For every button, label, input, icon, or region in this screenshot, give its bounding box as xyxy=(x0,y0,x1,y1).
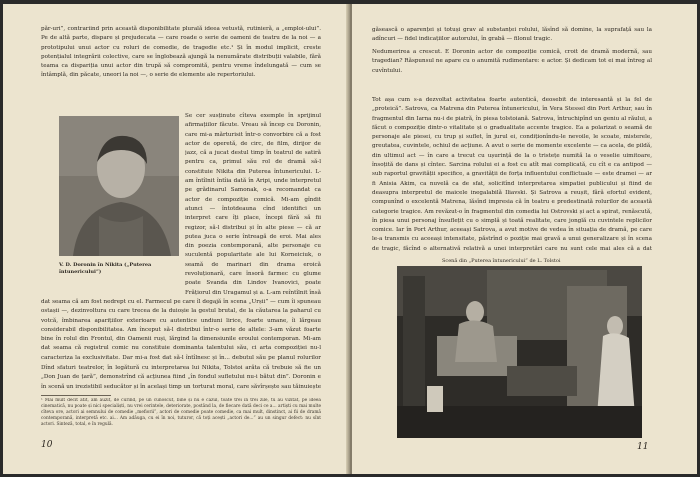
portrait-photo xyxy=(59,116,179,256)
right-paragraph-3: Tot așa cum s-a dezvoltat activitatea foarte autentică, deosebit de interesantă și la fel de „proteică”. Satrova, ca Matrena din Puterea întunericului, în Vera Stessel din Port Arthur, sau în fragmentul din Iarna nu-i de piatră, în piesa tolstoiană. Satrova, întruchipînd un geniu al răului, a făcut o compoziție dintr-o vitalitate și o gradualitate accente tragice. Ea a polarizat o seamă de personaje ale piesei, cu trup și suflet, în jurul ei, condiționîndu-le nevoile, le scoate, misterele, greutatea, cuvintele, ochiul de acțiune. A avut o serie de momente excelente — ca acela, de pildă, din ultimul act — în care a trecut cu ușurință de la o tristețe numită la o veselie uimitoare, însoțită de dans și cîntec. Sarcina rolului ei a fost cu atît mai complicată, cu cît e ca antipod — sub raportul gravității specifice, a gravității de forța influentului conflictuale — este dramei — ar fi Anisia Akim, ca nuvelă ca de sfat, solicitînd interpretarea simpatiei publicului și fiind de deasupra interpretul de maicele inegalabilă Iliavski. Și Satrova a reușit, fără efortul evident, compunînd o excelentă Matrena, lăsînd impresia că în teatru e predestinată rolurilor de această categorie tragice. Am revăzut-o în fragmentul din comedia lui Ostrovski și act a spirat, renăscută, în piesa unui personaj însuflețit cu o simplă și toată realitate, care jonglă cu cuvintele replicilor comice. Iar în Port Arthur, aceeași Satrova, a avut motive de vedea în situația de dramă, pe care le-a transmis cu aceeași intensitate, păstrînd o poziție mai gravă a unui generalizare și în scena de tragic, făcînd o alternativă relativă a unei interpretări care nu sunt cele mai ales că a dat xyxy=(372,97,652,252)
page-number-right: 11 xyxy=(637,442,649,452)
left-bottom-paragraph-2: Dînd sfaturi teatrelor, în legătură cu interpretarea lui Nikita, Tolstoi arăta că trebuie să fie un „Don Juan de țară”, demonstrînd că acțiunea fiind „în fondul sufletului nu-i bătut din”. Doronin e în scenă un irezistibil seducător și în același timp un torturat moral, care săvîrșește sau tăinuiește xyxy=(41,365,321,390)
right-page xyxy=(352,4,697,474)
right-paragraph-2: Nedumerirea a crescut. E Doronin actor de compoziție comică, croit de dramă modernă, sau tragedian? Răspunsul ne apare cu o anumită rudimentare: e actor. Și dedicam tot ei mai întreg al cuvîntului. xyxy=(372,49,652,74)
stage-scene xyxy=(397,266,642,438)
portrait-caption: V. D. Doronin în Nikita („Puterea întunericului”) xyxy=(59,262,152,275)
stage-photo-caption: Scenă din „Puterea întunericului” de L. Tolstoi xyxy=(442,258,561,264)
left-side-column: Se cer susținute cîteva exemple în sprijinul afirmațiilor făcute. Vreau să încep cu Doronin, care mi-a mărturisit într-o convorbire că a fost actor de operetă, de circ, de film, dirijor de jazz, că a jucat destul timp în teatrul de satiră pentru ca, primul său rol de dramă să-l constituie Nikita din Puterea întunericului. L-am întîlnit întîia dată în Aripi, unde interpretul pe grădinarul Samonak, o-a recomandat ca actor de compoziție comică. Mi-am gîndit atunci — întotdeauna cînd identifici un interpret care îți place, începi fără să fii regizor, să-l distribui și în alte piese — că ar putea juca o serie întreagă de eroi. Mai ales din poezia contemporană, alte personaje cu suculentă popularitate ale lui Korneiciuk, o seamă de marinari din drama eroică revoluționară, care însoră farmec cu glume poate Svanda din Lindov Ivanovici, poate Frățiorul din Uragamul și a. L-am reîntîlnit însă xyxy=(185,113,321,296)
footnote-rule xyxy=(41,395,111,396)
left-page xyxy=(3,4,349,474)
right-paragraph-1: găsească o aparenței și totuși grav al substanței rolului, lăsînd să domine, la suprafață sau la adîncuri — fidel indicațiilor autorului, în grabă — filonul tragic. xyxy=(372,27,652,43)
stage-photo xyxy=(397,266,642,438)
page-number-left: 10 xyxy=(41,440,53,450)
left-bottom-paragraph: dat seama că am fost nedrept cu el. Farmecul pe care îl degajă în scena „Urșii” — cum îi spuneau ostașii —, dezinvoltura cu care trecea de la duioșie la gestul brutal, de la căutarea la paharul cu votcă, îmbinarea aparițiilor exterioare cu autentice undiuni lirice, foarte umane, îi lărgeau considerabil disponibilitatea. Am început să-l distribui într-o serie de altele: 3-am văzut foarte bine în rolul din Frontul, din Oamenii ruși, lărgind la dimensiunile eroului contemporan. Mi-am dat seama că registrul comic nu constituie dominanta talentului său, ci arta compoziției nu-l caracteriza la exclusivitate. Dar mi-a fost dat să-l întîlnesc și în... debutul său pe planul rolurilor xyxy=(41,299,321,361)
portrait-figure xyxy=(59,116,179,256)
footnote: ¹ Mai mult decît atît, am auzit, de curînd, pe un cunoscut, bine și nu e cazul, toate trei în trei zile, tu au vizitat, pe ideea cinematică, nu poate și nici specialiști, nu vrei cerintele, deteriorate, postând la, de fiecare dată deci ce a... artiști cu mai multe cîteva ore, actori ai semnului de comedie „mefiorii”, actori de comedie poate comedie, ca mai mult, dinstinct, ai fii de dramă contemporană, interpretă etc. ai... Am adăuga, cu ei în noi, tuturor, că toți acești „actori de...” au un singur defect: nu sînt actori. Sinteză, total, e în regulă. xyxy=(41,398,321,428)
book-spread xyxy=(3,4,697,474)
left-top-paragraph: păr-uri”, contrariind prin această disponibilitate plurală ideea vetustă, rutinieră, a „emploi-ului”. Pe de altă parte, dispare și prejudecata — care roade o serie de oameni de teatru de la noi — a prototipului unui actor cu roluri de comedie, de tragedie etc.¹ Și în modul implicit, creste potențialul integrării colective, care se înglobează ajungă la nenumărate distribuții valabile, fără teama ca dispariția unui actor din trupă să compromită, pentru vreme îndelungată — cum se întâmplă, din păcate, uneori la noi —, o serie de elemente ale repertoriului. xyxy=(41,26,321,79)
